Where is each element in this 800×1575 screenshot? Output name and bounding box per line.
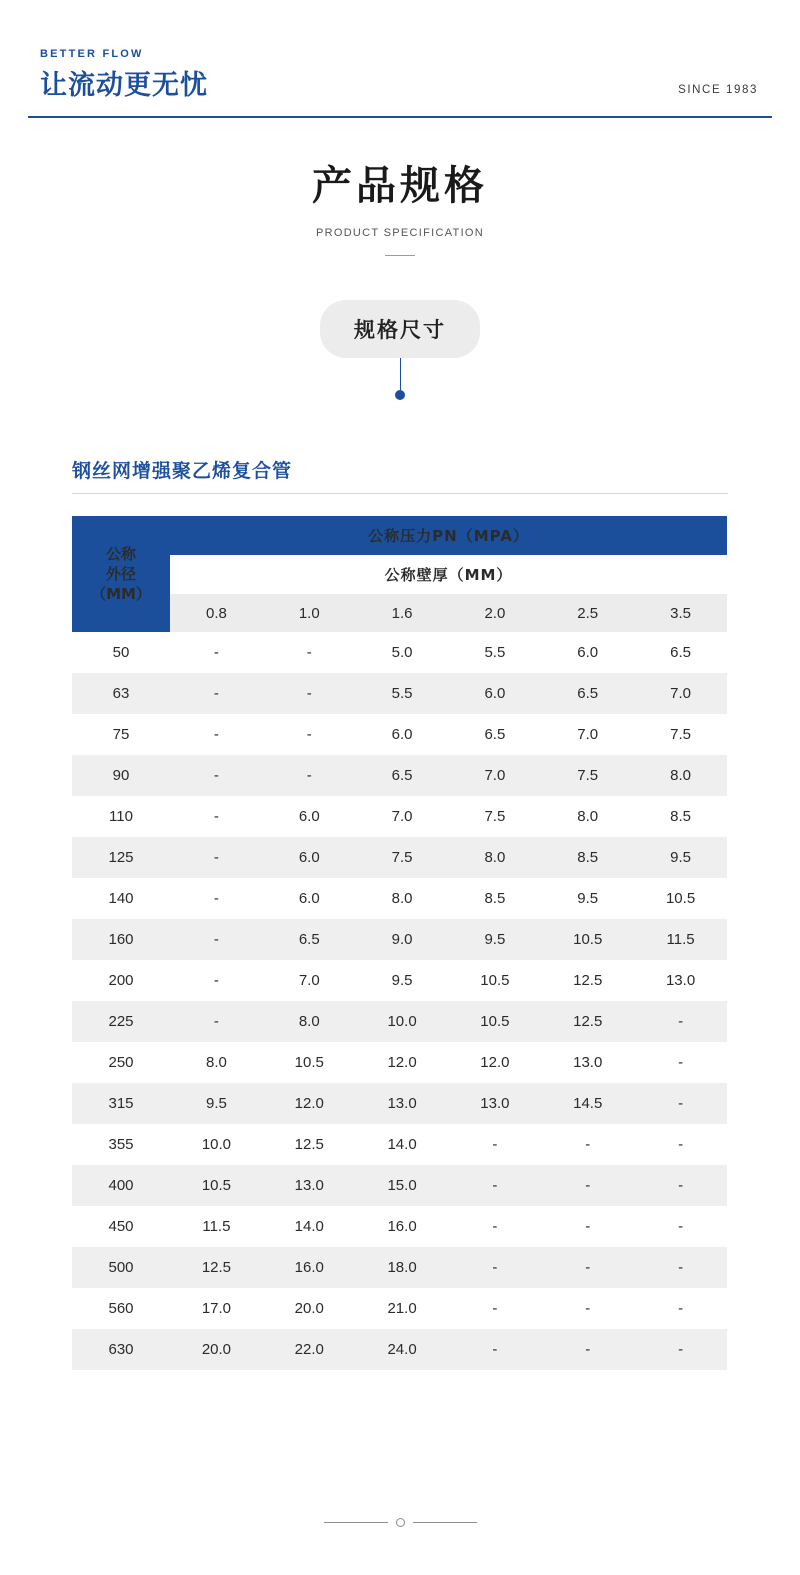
cell-wall-thickness: - (170, 755, 263, 796)
od-header-line-1: 公称 (105, 544, 136, 563)
pressure-col-3: 2.0 (448, 594, 541, 632)
cell-wall-thickness: 7.5 (634, 714, 727, 755)
cell-wall-thickness: 10.5 (448, 1001, 541, 1042)
cell-wall-thickness: - (263, 673, 356, 714)
since-label: SINCE 1983 (678, 84, 758, 96)
table-head (72, 516, 727, 632)
cell-outer-diameter: 160 (72, 919, 170, 960)
page-header (28, 0, 772, 118)
pressure-col-2: 1.6 (356, 594, 449, 632)
cell-wall-thickness: 6.0 (263, 878, 356, 919)
cell-wall-thickness: 18.0 (356, 1247, 449, 1288)
cell-outer-diameter: 140 (72, 878, 170, 919)
od-header-line-3: （MM） (91, 585, 151, 604)
cell-outer-diameter: 50 (72, 632, 170, 673)
cell-wall-thickness: - (170, 878, 263, 919)
cell-wall-thickness: - (634, 1288, 727, 1329)
table-row (72, 1288, 727, 1329)
table-row (72, 837, 727, 878)
cell-outer-diameter: 250 (72, 1042, 170, 1083)
cell-wall-thickness: - (634, 1329, 727, 1370)
cell-wall-thickness: 6.5 (634, 632, 727, 673)
table-row (72, 796, 727, 837)
section-heading: 钢丝网增强聚乙烯复合管 (72, 456, 728, 494)
cell-wall-thickness: 9.5 (448, 919, 541, 960)
cell-wall-thickness: 7.0 (541, 714, 634, 755)
cell-wall-thickness: - (541, 1247, 634, 1288)
cell-wall-thickness: - (170, 673, 263, 714)
cell-wall-thickness: 10.5 (448, 960, 541, 1001)
cell-wall-thickness: - (541, 1288, 634, 1329)
cell-wall-thickness: 8.5 (634, 796, 727, 837)
cell-wall-thickness: 9.5 (541, 878, 634, 919)
cell-wall-thickness: - (448, 1247, 541, 1288)
cell-wall-thickness: 10.0 (170, 1124, 263, 1165)
cell-wall-thickness: 12.5 (541, 960, 634, 1001)
brand-english-name: BETTER FLOW (40, 48, 144, 60)
cell-wall-thickness: 8.5 (448, 878, 541, 919)
cell-wall-thickness: 20.0 (170, 1329, 263, 1370)
cell-wall-thickness: 11.5 (170, 1206, 263, 1247)
cell-wall-thickness: - (170, 714, 263, 755)
cell-wall-thickness: - (170, 837, 263, 878)
cell-wall-thickness: - (170, 960, 263, 1001)
cell-wall-thickness: 12.0 (263, 1083, 356, 1124)
cell-wall-thickness: - (634, 1247, 727, 1288)
table-row (72, 755, 727, 796)
cell-wall-thickness: - (170, 919, 263, 960)
cell-wall-thickness: - (170, 796, 263, 837)
table-row (72, 878, 727, 919)
table-row (72, 1124, 727, 1165)
cell-wall-thickness: 10.5 (263, 1042, 356, 1083)
cell-wall-thickness: - (634, 1124, 727, 1165)
cell-outer-diameter: 110 (72, 796, 170, 837)
cell-wall-thickness: 8.0 (263, 1001, 356, 1042)
cell-wall-thickness: 7.0 (634, 673, 727, 714)
cell-wall-thickness: 17.0 (170, 1288, 263, 1329)
cell-wall-thickness: - (448, 1165, 541, 1206)
cell-wall-thickness: - (634, 1165, 727, 1206)
cell-wall-thickness: - (541, 1206, 634, 1247)
cell-wall-thickness: 6.0 (263, 796, 356, 837)
cell-wall-thickness: 8.0 (541, 796, 634, 837)
cell-wall-thickness: 12.0 (448, 1042, 541, 1083)
pressure-col-1: 1.0 (263, 594, 356, 632)
cell-wall-thickness: - (448, 1288, 541, 1329)
cell-wall-thickness: 6.0 (541, 632, 634, 673)
cell-wall-thickness: 13.0 (448, 1083, 541, 1124)
footer-line-left (324, 1522, 388, 1523)
cell-wall-thickness: 11.5 (634, 919, 727, 960)
cell-wall-thickness: 14.0 (356, 1124, 449, 1165)
cell-wall-thickness: - (541, 1165, 634, 1206)
cell-wall-thickness: 12.5 (263, 1124, 356, 1165)
cell-wall-thickness: 13.0 (541, 1042, 634, 1083)
cell-wall-thickness: 14.0 (263, 1206, 356, 1247)
cell-outer-diameter: 400 (72, 1165, 170, 1206)
brand-chinese-slogan: 让流动更无忧 (40, 70, 208, 101)
cell-wall-thickness: 13.0 (356, 1083, 449, 1124)
cell-wall-thickness: 7.5 (356, 837, 449, 878)
cell-wall-thickness: - (634, 1001, 727, 1042)
column-header-nominal-pressure: 公称压力PN（MPA） (170, 516, 727, 555)
cell-wall-thickness: 12.5 (170, 1247, 263, 1288)
title-divider (385, 255, 415, 256)
cell-wall-thickness: - (170, 632, 263, 673)
cell-wall-thickness: 16.0 (356, 1206, 449, 1247)
cell-wall-thickness: 8.0 (634, 755, 727, 796)
table-header-row-1 (72, 516, 727, 555)
cell-wall-thickness: 5.5 (356, 673, 449, 714)
cell-wall-thickness: 22.0 (263, 1329, 356, 1370)
cell-outer-diameter: 75 (72, 714, 170, 755)
cell-outer-diameter: 560 (72, 1288, 170, 1329)
cell-wall-thickness: 9.0 (356, 919, 449, 960)
column-header-outer-diameter (72, 516, 170, 632)
cell-outer-diameter: 355 (72, 1124, 170, 1165)
pressure-col-0: 0.8 (170, 594, 263, 632)
cell-outer-diameter: 90 (72, 755, 170, 796)
cell-wall-thickness: 10.5 (170, 1165, 263, 1206)
cell-wall-thickness: 24.0 (356, 1329, 449, 1370)
table-row (72, 919, 727, 960)
cell-wall-thickness: 12.0 (356, 1042, 449, 1083)
table-header-row-2 (72, 555, 727, 594)
cell-wall-thickness: 6.5 (541, 673, 634, 714)
page-footer-ornament (0, 1518, 800, 1527)
cell-outer-diameter: 450 (72, 1206, 170, 1247)
cell-wall-thickness: 14.5 (541, 1083, 634, 1124)
cell-outer-diameter: 63 (72, 673, 170, 714)
cell-wall-thickness: - (170, 1001, 263, 1042)
od-header-line-2: 外径 (105, 564, 136, 583)
cell-wall-thickness: 15.0 (356, 1165, 449, 1206)
cell-wall-thickness: 8.5 (541, 837, 634, 878)
table-row (72, 960, 727, 1001)
cell-wall-thickness: 8.0 (448, 837, 541, 878)
footer-line-right (413, 1522, 477, 1523)
table-row (72, 673, 727, 714)
section-badge-wrap (0, 300, 800, 400)
cell-wall-thickness: 9.5 (170, 1083, 263, 1124)
cell-wall-thickness: 10.0 (356, 1001, 449, 1042)
table-row (72, 1042, 727, 1083)
cell-wall-thickness: - (634, 1083, 727, 1124)
cell-wall-thickness: 9.5 (634, 837, 727, 878)
cell-wall-thickness: 10.5 (634, 878, 727, 919)
cell-wall-thickness: 13.0 (263, 1165, 356, 1206)
cell-wall-thickness: - (448, 1329, 541, 1370)
footer-circle (396, 1518, 405, 1527)
cell-wall-thickness: - (541, 1329, 634, 1370)
cell-outer-diameter: 225 (72, 1001, 170, 1042)
brand-logo (40, 48, 208, 102)
cell-wall-thickness: - (263, 714, 356, 755)
cell-wall-thickness: - (634, 1042, 727, 1083)
cell-wall-thickness: 12.5 (541, 1001, 634, 1042)
cell-wall-thickness: 7.5 (448, 796, 541, 837)
pressure-col-5: 3.5 (634, 594, 727, 632)
cell-outer-diameter: 630 (72, 1329, 170, 1370)
cell-wall-thickness: 6.5 (356, 755, 449, 796)
title-block (0, 154, 800, 256)
section-badge: 规格尺寸 (320, 300, 480, 358)
badge-connector-dot (395, 390, 405, 400)
cell-wall-thickness: 7.0 (448, 755, 541, 796)
cell-outer-diameter: 315 (72, 1083, 170, 1124)
cell-wall-thickness: 16.0 (263, 1247, 356, 1288)
cell-wall-thickness: 6.0 (356, 714, 449, 755)
cell-wall-thickness: 9.5 (356, 960, 449, 1001)
cell-wall-thickness: - (634, 1206, 727, 1247)
cell-wall-thickness: 20.0 (263, 1288, 356, 1329)
table-row (72, 1247, 727, 1288)
cell-outer-diameter: 200 (72, 960, 170, 1001)
cell-wall-thickness: 7.0 (356, 796, 449, 837)
table-row (72, 1001, 727, 1042)
page-title: 产品规格 (312, 163, 488, 209)
badge-connector-line (400, 358, 401, 390)
table-row (72, 1083, 727, 1124)
cell-wall-thickness: 6.0 (263, 837, 356, 878)
cell-outer-diameter: 500 (72, 1247, 170, 1288)
specification-table (72, 516, 727, 1370)
table-row (72, 632, 727, 673)
table-row (72, 1329, 727, 1370)
cell-wall-thickness: - (448, 1124, 541, 1165)
cell-wall-thickness: 21.0 (356, 1288, 449, 1329)
cell-wall-thickness: 10.5 (541, 919, 634, 960)
cell-wall-thickness: - (263, 755, 356, 796)
cell-wall-thickness: 13.0 (634, 960, 727, 1001)
cell-wall-thickness: 6.5 (263, 919, 356, 960)
cell-wall-thickness: 5.0 (356, 632, 449, 673)
cell-wall-thickness: 5.5 (448, 632, 541, 673)
cell-wall-thickness: 6.0 (448, 673, 541, 714)
cell-wall-thickness: 8.0 (170, 1042, 263, 1083)
cell-wall-thickness: 8.0 (356, 878, 449, 919)
column-header-wall-thickness: 公称壁厚（MM） (170, 555, 727, 594)
cell-wall-thickness: 7.0 (263, 960, 356, 1001)
page-subtitle: PRODUCT SPECIFICATION (315, 227, 485, 239)
table-header-row-3 (72, 594, 727, 632)
cell-wall-thickness: 7.5 (541, 755, 634, 796)
table-body (72, 632, 727, 1370)
table-row (72, 714, 727, 755)
cell-wall-thickness: 6.5 (448, 714, 541, 755)
cell-wall-thickness: - (541, 1124, 634, 1165)
spec-section (72, 456, 728, 1370)
table-row (72, 1165, 727, 1206)
table-row (72, 1206, 727, 1247)
pressure-col-4: 2.5 (541, 594, 634, 632)
cell-wall-thickness: - (263, 632, 356, 673)
cell-outer-diameter: 125 (72, 837, 170, 878)
cell-wall-thickness: - (448, 1206, 541, 1247)
